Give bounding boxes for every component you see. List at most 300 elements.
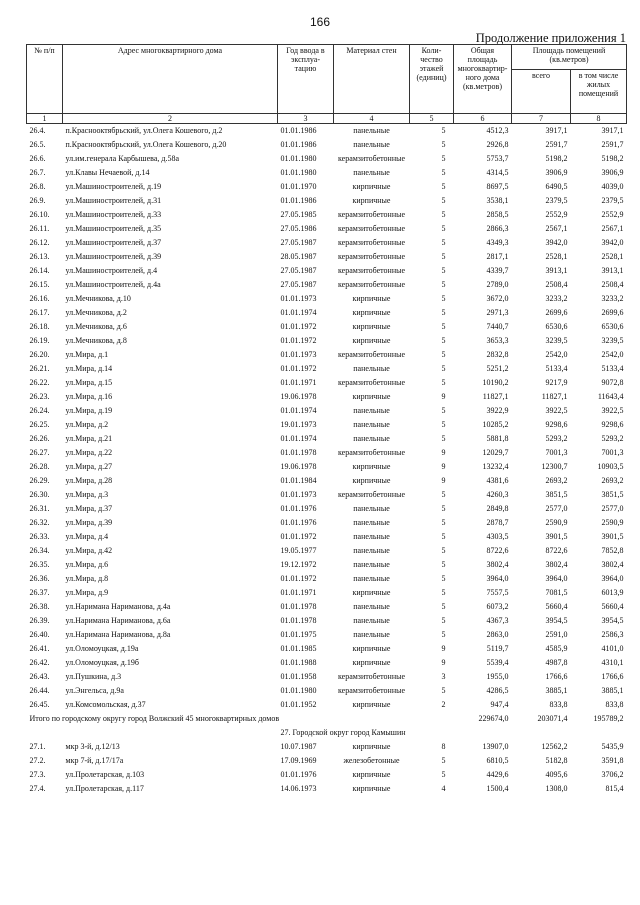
row-wall-material: панельные — [353, 504, 390, 513]
row-address: ул.Мира, д.9 — [65, 588, 109, 597]
row-commission-date: 01.01.1980 — [280, 686, 317, 695]
row-wall-material: панельные — [353, 406, 390, 415]
row-living-area: 815,4 — [605, 784, 624, 793]
appendix-note: Продолжение приложения 1 — [475, 31, 626, 45]
row-premises-area: 5182,8 — [545, 756, 568, 765]
table-row — [27, 376, 627, 390]
row-total-area: 4260,3 — [486, 490, 509, 499]
row-floors: 9 — [441, 448, 446, 457]
header-num: № п/п — [27, 45, 63, 114]
row-commission-date: 01.01.1970 — [280, 182, 317, 191]
row-total-area: 2817,1 — [486, 252, 509, 261]
row-floors: 5 — [441, 574, 446, 583]
row-living-area: 10903,5 — [597, 462, 624, 471]
row-wall-material: керамзитобетонные — [337, 224, 406, 233]
table-summary — [27, 712, 627, 740]
row-address: ул.Мира, д.2 — [65, 420, 109, 429]
row-living-area: 2508,4 — [601, 280, 624, 289]
row-total-area: 3922,9 — [486, 406, 509, 415]
row-premises-area: 2577,0 — [545, 504, 568, 513]
row-commission-date: 01.01.1980 — [280, 154, 317, 163]
row-address: ул.Наримана Нариманова, д.6а — [65, 616, 171, 625]
row-commission-date: 01.01.1976 — [280, 504, 317, 513]
row-number: 26.16. — [29, 294, 50, 303]
row-commission-date: 01.01.1973 — [280, 294, 317, 303]
row-total-area: 7557,5 — [486, 588, 509, 597]
row-living-area: 2699,6 — [601, 308, 624, 317]
table-body-kamyshin — [27, 740, 627, 796]
row-number: 26.34. — [29, 546, 50, 555]
row-number: 26.40. — [29, 630, 50, 639]
row-commission-date: 01.01.1972 — [280, 364, 317, 373]
row-wall-material: железобетонные — [343, 756, 400, 765]
row-address: ул.Мечникова, д.10 — [65, 294, 131, 303]
row-living-area: 6530,6 — [601, 322, 624, 331]
table-row — [27, 684, 627, 698]
table-row — [27, 124, 627, 139]
row-commission-date: 01.01.1984 — [280, 476, 317, 485]
row-premises-area: 11827,1 — [541, 392, 568, 401]
table-row — [27, 488, 627, 502]
row-floors: 5 — [441, 756, 446, 765]
row-premises-area: 3851,5 — [545, 490, 568, 499]
row-premises-area: 4585,9 — [545, 644, 568, 653]
row-commission-date: 27.05.1987 — [280, 238, 317, 247]
total-area-value: 229674,0 — [478, 714, 509, 723]
row-living-area: 833,8 — [605, 700, 624, 709]
table-row — [27, 740, 627, 754]
row-address: ул.Машиностроителей, д.19 — [65, 182, 162, 191]
row-commission-date: 01.01.1973 — [280, 350, 317, 359]
header-floors: Коли- чество этажей (единиц) — [410, 45, 454, 114]
row-floors: 5 — [441, 140, 446, 149]
row-number: 26.7. — [29, 168, 46, 177]
row-living-area: 3885,1 — [601, 686, 624, 695]
row-living-area: 7852,8 — [601, 546, 624, 555]
row-total-area: 13907,0 — [482, 742, 509, 751]
row-number: 26.6. — [29, 154, 46, 163]
row-floors: 5 — [441, 616, 446, 625]
row-premises-area: 2693,2 — [545, 476, 568, 485]
row-floors: 5 — [441, 560, 446, 569]
row-wall-material: панельные — [353, 616, 390, 625]
row-wall-material: кирпичные — [352, 742, 391, 751]
row-wall-material: кирпичные — [352, 588, 391, 597]
table-row — [27, 278, 627, 292]
row-commission-date: 01.01.1986 — [280, 126, 317, 135]
row-address: ул.Мира, д.22 — [65, 448, 113, 457]
row-total-area: 8722,6 — [486, 546, 509, 555]
row-total-area: 2971,3 — [486, 308, 509, 317]
row-wall-material: панельные — [353, 532, 390, 541]
table-row — [27, 404, 627, 418]
row-premises-area: 2508,4 — [545, 280, 568, 289]
row-living-area: 7001,3 — [601, 448, 624, 457]
table-row — [27, 432, 627, 446]
row-total-area: 6810,5 — [486, 756, 509, 765]
row-floors: 5 — [441, 322, 446, 331]
table-row — [27, 180, 627, 194]
row-living-area: 4039,0 — [601, 182, 624, 191]
row-premises-area: 5660,4 — [545, 602, 568, 611]
row-number: 26.12. — [29, 238, 50, 247]
row-commission-date: 01.01.1976 — [280, 770, 317, 779]
row-commission-date: 01.01.1971 — [280, 588, 317, 597]
row-number: 26.24. — [29, 406, 50, 415]
row-wall-material: керамзитобетонные — [337, 686, 406, 695]
row-floors: 5 — [441, 308, 446, 317]
row-total-area: 1955,0 — [486, 672, 509, 681]
row-number: 26.44. — [29, 686, 50, 695]
page-number: 166 — [309, 15, 331, 29]
row-number: 26.9. — [29, 196, 46, 205]
row-total-area: 3538,1 — [486, 196, 509, 205]
row-address: п.Краснооктябрьский, ул.Олега Кошевого, д.2 — [65, 126, 223, 135]
row-number: 26.41. — [29, 644, 50, 653]
row-total-area: 5251,2 — [486, 364, 509, 373]
housing-registry-table — [26, 44, 627, 796]
row-premises-area: 2542,0 — [545, 350, 568, 359]
row-premises-area: 6490,5 — [545, 182, 568, 191]
row-number: 26.11. — [29, 224, 50, 233]
row-floors: 5 — [441, 602, 446, 611]
row-floors: 5 — [441, 280, 446, 289]
row-wall-material: кирпичные — [352, 294, 391, 303]
row-commission-date: 01.01.1974 — [280, 434, 317, 443]
row-premises-area: 7001,3 — [545, 448, 568, 457]
table-row — [27, 222, 627, 236]
row-premises-area: 3802,4 — [545, 560, 568, 569]
row-commission-date: 10.07.1987 — [280, 742, 317, 751]
table-row — [27, 614, 627, 628]
total-row — [27, 712, 627, 726]
table-row — [27, 586, 627, 600]
row-floors: 5 — [441, 126, 446, 135]
row-wall-material: керамзитобетонные — [337, 350, 406, 359]
table-row — [27, 446, 627, 460]
row-floors: 5 — [441, 504, 446, 513]
row-living-area: 2577,0 — [601, 504, 624, 513]
row-address: ул.Мечникова, д.6 — [65, 322, 127, 331]
row-premises-area: 4095,6 — [545, 770, 568, 779]
row-floors: 5 — [441, 434, 446, 443]
row-address: ул.Клавы Нечаевой, д.14 — [65, 168, 150, 177]
row-wall-material: панельные — [353, 364, 390, 373]
column-number: 8 — [571, 114, 627, 124]
table-row — [27, 320, 627, 334]
row-living-area: 3964,0 — [601, 574, 624, 583]
row-address: ул.Мира, д.19 — [65, 406, 113, 415]
row-floors: 5 — [441, 168, 446, 177]
row-number: 26.32. — [29, 518, 50, 527]
row-wall-material: керамзитобетонные — [337, 238, 406, 247]
row-number: 26.15. — [29, 280, 50, 289]
row-premises-area: 2590,9 — [545, 518, 568, 527]
row-wall-material: керамзитобетонные — [337, 252, 406, 261]
row-total-area: 2866,3 — [486, 224, 509, 233]
row-premises-area: 3233,2 — [545, 294, 568, 303]
row-living-area: 5198,2 — [601, 154, 624, 163]
row-premises-area: 12300,7 — [541, 462, 568, 471]
row-total-area: 4381,6 — [486, 476, 509, 485]
row-living-area: 1766,6 — [601, 672, 624, 681]
row-total-area: 4367,3 — [486, 616, 509, 625]
row-number: 26.17. — [29, 308, 50, 317]
row-number: 26.43. — [29, 672, 50, 681]
row-living-area: 11643,4 — [597, 392, 624, 401]
row-premises-area: 3942,0 — [545, 238, 568, 247]
row-number: 26.27. — [29, 448, 50, 457]
row-number: 26.18. — [29, 322, 50, 331]
row-floors: 5 — [441, 224, 446, 233]
row-wall-material: кирпичные — [352, 196, 391, 205]
row-wall-material: кирпичные — [352, 462, 391, 471]
row-wall-material: кирпичные — [352, 308, 391, 317]
row-total-area: 2878,7 — [486, 518, 509, 527]
row-address: ул.Пролетарская, д.103 — [65, 770, 145, 779]
table-row — [27, 516, 627, 530]
row-floors: 5 — [441, 532, 446, 541]
table-row — [27, 572, 627, 586]
row-commission-date: 01.01.1958 — [280, 672, 317, 681]
row-commission-date: 01.01.1974 — [280, 308, 317, 317]
table-row — [27, 166, 627, 180]
column-number: 1 — [27, 114, 63, 124]
row-total-area: 5753,7 — [486, 154, 509, 163]
row-total-area: 5539,4 — [486, 658, 509, 667]
row-living-area: 2567,1 — [601, 224, 624, 233]
row-number: 26.19. — [29, 336, 50, 345]
row-floors: 5 — [441, 630, 446, 639]
row-wall-material: панельные — [353, 140, 390, 149]
row-number: 26.35. — [29, 560, 50, 569]
row-floors: 5 — [441, 546, 446, 555]
row-number: 26.42. — [29, 658, 50, 667]
row-commission-date: 01.01.1952 — [280, 700, 317, 709]
row-address: ул.Мира, д.4 — [65, 532, 109, 541]
row-total-area: 4303,5 — [486, 532, 509, 541]
row-total-area: 4339,7 — [486, 266, 509, 275]
row-living-area: 9072,8 — [601, 378, 624, 387]
table-row — [27, 782, 627, 796]
row-living-area: 3591,8 — [601, 756, 624, 765]
table-row — [27, 628, 627, 642]
row-floors: 5 — [441, 350, 446, 359]
row-commission-date: 01.01.1988 — [280, 658, 317, 667]
row-living-area: 2590,9 — [601, 518, 624, 527]
row-wall-material: кирпичные — [352, 770, 391, 779]
row-number: 26.23. — [29, 392, 50, 401]
row-wall-material: панельные — [353, 602, 390, 611]
row-total-area: 10190,2 — [482, 378, 509, 387]
row-wall-material: кирпичные — [352, 322, 391, 331]
row-address: ул.Наримана Нариманова, д.4а — [65, 602, 171, 611]
row-number: 26.28. — [29, 462, 50, 471]
total-living-value: 195789,2 — [593, 714, 624, 723]
row-floors: 5 — [441, 364, 446, 373]
row-wall-material: керамзитобетонные — [337, 210, 406, 219]
header-premises-area: Площадь помещений (кв.метров) — [512, 45, 627, 70]
row-total-area: 3802,4 — [486, 560, 509, 569]
row-commission-date: 01.01.1986 — [280, 196, 317, 205]
row-floors: 5 — [441, 238, 446, 247]
row-living-area: 2693,2 — [601, 476, 624, 485]
row-commission-date: 01.01.1978 — [280, 602, 317, 611]
row-total-area: 4349,3 — [486, 238, 509, 247]
row-living-area: 2528,1 — [601, 252, 624, 261]
row-floors: 5 — [441, 490, 446, 499]
row-address: ул.Мира, д.6 — [65, 560, 109, 569]
row-commission-date: 01.01.1972 — [280, 322, 317, 331]
row-living-area: 4101,0 — [601, 644, 624, 653]
row-premises-area: 3906,9 — [545, 168, 568, 177]
row-address: ул.Машиностроителей, д.31 — [65, 196, 162, 205]
row-living-area: 5660,4 — [601, 602, 624, 611]
row-living-area: 3233,2 — [601, 294, 624, 303]
row-premises-area: 2699,6 — [545, 308, 568, 317]
row-premises-area: 3917,1 — [545, 126, 568, 135]
row-wall-material: кирпичные — [352, 784, 391, 793]
row-premises-area: 2552,9 — [545, 210, 568, 219]
row-floors: 9 — [441, 658, 446, 667]
row-premises-area: 2528,1 — [545, 252, 568, 261]
row-living-area: 3802,4 — [601, 560, 624, 569]
row-address: ул.Пушкина, д.3 — [65, 672, 122, 681]
row-wall-material: панельные — [353, 546, 390, 555]
row-wall-material: кирпичные — [352, 336, 391, 345]
row-commission-date: 01.01.1972 — [280, 532, 317, 541]
table-row — [27, 334, 627, 348]
row-address: ул.Машиностроителей, д.4а — [65, 280, 161, 289]
row-number: 26.30. — [29, 490, 50, 499]
row-address: ул.Машиностроителей, д.35 — [65, 224, 162, 233]
table-row — [27, 264, 627, 278]
row-address: ул.Мира, д.42 — [65, 546, 113, 555]
row-premises-area: 2591,0 — [545, 630, 568, 639]
row-commission-date: 01.01.1974 — [280, 406, 317, 415]
row-address: ул.Машиностроителей, д.4 — [65, 266, 158, 275]
row-living-area: 3851,5 — [601, 490, 624, 499]
table-row — [27, 656, 627, 670]
column-number: 7 — [512, 114, 571, 124]
row-commission-date: 19.06.1978 — [280, 392, 317, 401]
row-living-area: 6013,9 — [601, 588, 624, 597]
row-floors: 9 — [441, 476, 446, 485]
table-row — [27, 208, 627, 222]
row-commission-date: 01.01.1972 — [280, 574, 317, 583]
row-wall-material: кирпичные — [352, 476, 391, 485]
total-premises-value: 203071,4 — [537, 714, 568, 723]
row-number: 26.22. — [29, 378, 50, 387]
table-row — [27, 348, 627, 362]
table-row — [27, 418, 627, 432]
row-address: ул.им.генерала Карбышева, д.58а — [65, 154, 179, 163]
column-number: 4 — [334, 114, 410, 124]
row-number: 27.2. — [29, 756, 46, 765]
header-premises-living: в том числе жилых помещений — [571, 70, 627, 114]
row-premises-area: 6530,6 — [545, 322, 568, 331]
row-commission-date: 28.05.1987 — [280, 252, 317, 261]
row-commission-date: 27.05.1986 — [280, 224, 317, 233]
table-row — [27, 362, 627, 376]
row-floors: 5 — [441, 686, 446, 695]
row-wall-material: панельные — [353, 420, 390, 429]
table-row — [27, 670, 627, 684]
row-address: ул.Оломоуцкая, д.19а — [65, 644, 139, 653]
row-floors: 5 — [441, 210, 446, 219]
row-premises-area: 7081,5 — [545, 588, 568, 597]
row-commission-date: 01.01.1978 — [280, 616, 317, 625]
row-living-area: 3954,5 — [601, 616, 624, 625]
row-total-area: 1500,4 — [486, 784, 509, 793]
table-row — [27, 544, 627, 558]
row-premises-area: 833,8 — [549, 700, 568, 709]
district-label: 27. Городской округ город Камышин — [280, 728, 406, 737]
row-living-area: 2542,0 — [601, 350, 624, 359]
row-floors: 9 — [441, 644, 446, 653]
row-commission-date: 01.01.1980 — [280, 168, 317, 177]
row-number: 26.14. — [29, 266, 50, 275]
row-wall-material: кирпичные — [352, 658, 391, 667]
table-row — [27, 558, 627, 572]
row-address: ул.Наримана Нариманова, д.8а — [65, 630, 171, 639]
row-total-area: 2863,0 — [486, 630, 509, 639]
row-number: 26.13. — [29, 252, 50, 261]
row-living-area: 9298,6 — [601, 420, 624, 429]
row-total-area: 8697,5 — [486, 182, 509, 191]
row-address: ул.Мечникова, д.2 — [65, 308, 127, 317]
row-commission-date: 01.01.1978 — [280, 448, 317, 457]
row-premises-area: 3885,1 — [545, 686, 568, 695]
row-total-area: 7440,7 — [486, 322, 509, 331]
row-number: 26.21. — [29, 364, 50, 373]
row-living-area: 3922,5 — [601, 406, 624, 415]
row-number: 26.29. — [29, 476, 50, 485]
row-premises-area: 2567,1 — [545, 224, 568, 233]
row-commission-date: 14.06.1973 — [280, 784, 317, 793]
row-floors: 5 — [441, 518, 446, 527]
row-commission-date: 17.09.1969 — [280, 756, 317, 765]
row-floors: 5 — [441, 378, 446, 387]
row-premises-area: 3901,5 — [545, 532, 568, 541]
row-premises-area: 2591,7 — [545, 140, 568, 149]
row-total-area: 2926,8 — [486, 140, 509, 149]
row-wall-material: панельные — [353, 168, 390, 177]
row-address: ул.Машиностроителей, д.37 — [65, 238, 162, 247]
row-address: ул.Мира, д.37 — [65, 504, 113, 513]
row-floors: 4 — [441, 784, 446, 793]
row-address: ул.Мира, д.15 — [65, 378, 113, 387]
header-year: Год ввода в эксплуа- тацию — [278, 45, 334, 114]
row-commission-date: 01.01.1972 — [280, 336, 317, 345]
row-number: 26.20. — [29, 350, 50, 359]
row-living-area: 3942,0 — [601, 238, 624, 247]
header-address: Адрес многоквартирного дома — [63, 45, 278, 114]
table-row — [27, 390, 627, 404]
row-number: 27.3. — [29, 770, 46, 779]
row-floors: 5 — [441, 420, 446, 429]
header-premises-all: всего — [512, 70, 571, 114]
row-total-area: 12029,7 — [482, 448, 509, 457]
table-row — [27, 250, 627, 264]
row-commission-date: 19.05.1977 — [280, 546, 317, 555]
row-wall-material: панельные — [353, 518, 390, 527]
row-premises-area: 3239,5 — [545, 336, 568, 345]
row-address: ул.Пролетарская, д.117 — [65, 784, 144, 793]
table-row — [27, 754, 627, 768]
header-total-area: Общая площадь многоквартир- ного дома (кв.метров) — [454, 45, 512, 114]
row-wall-material: кирпичные — [352, 182, 391, 191]
